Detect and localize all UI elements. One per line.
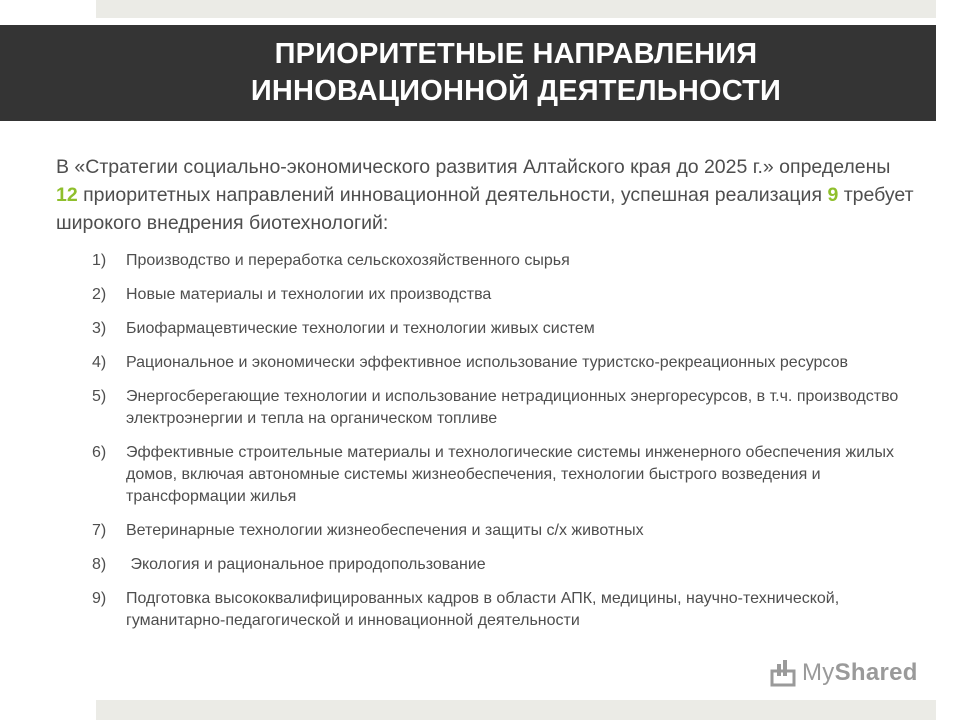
list-item-text: Экология и рациональное природопользование: [126, 556, 486, 573]
list-item-number: 2): [92, 286, 107, 303]
list-item: [92, 588, 922, 632]
list-item: [92, 250, 922, 272]
myshared-wordmark: [802, 659, 918, 687]
myshared-watermark[interactable]: [770, 659, 918, 687]
list-item-number: 8): [92, 556, 107, 573]
list-item: [92, 352, 922, 374]
list-item-number: 7): [92, 522, 107, 539]
myshared-wordmark-bold: Shared: [834, 659, 918, 686]
intro-highlight-count-12: 12: [56, 184, 78, 206]
list-item-number: 6): [92, 444, 107, 461]
list-item: [92, 318, 922, 340]
list-item-number: 9): [92, 590, 107, 607]
slide-title-line-2: ИННОВАЦИОННОЙ ДЕЯТЕЛЬНОСТИ: [250, 75, 782, 107]
list-item-number: 3): [92, 320, 107, 337]
priority-directions-list: [92, 250, 922, 644]
list-item: [92, 442, 922, 508]
intro-text-part-1: В «Стратегии социально-экономического развития Алтайского края до 2025 г.» определены: [56, 156, 891, 178]
list-item-text: Рациональное и экономически эффективное использование туристско-рекреационных ресурсов: [126, 354, 848, 371]
intro-highlight-count-9: 9: [827, 184, 839, 206]
top-decor-strip: [96, 0, 936, 18]
list-item-text: Производство и переработка сельскохозяйственного сырья: [126, 252, 570, 269]
intro-paragraph: [56, 153, 916, 237]
bottom-decor-strip: [96, 700, 936, 720]
slide-title: [251, 36, 781, 110]
list-item-number: 4): [92, 354, 107, 371]
list-item-text: Энергосберегающие технологии и использование нетрадиционных энергоресурсов, в т.ч. производство электроэнергии и тепла на органическом топливе: [126, 388, 899, 427]
list-item: [92, 554, 922, 576]
list-item-text: Ветеринарные технологии жизнеобеспечения и защиты с/х животных: [126, 522, 644, 539]
title-bar: [0, 25, 936, 121]
intro-text-part-2: приоритетных направлений инновационной деятельности, успешная реализация: [77, 184, 828, 206]
list-item-text: Подготовка высококвалифицированных кадров в области АПК, медицины, научно-технической, гуманитарно-педагогической и инновационной деятельности: [126, 590, 840, 629]
slide-title-line-1: ПРИОРИТЕТНЫЕ НАПРАВЛЕНИЯ: [274, 38, 758, 70]
list-item-number: 1): [92, 252, 107, 269]
myshared-wordmark-light: My: [802, 659, 835, 686]
intro-text-part-3: требует широкого внедрения биотехнологий:: [56, 184, 914, 234]
myshared-logo-icon: [770, 659, 796, 687]
list-item-text: Новые материалы и технологии их производства: [126, 286, 492, 303]
list-item: [92, 386, 922, 430]
list-item-text: Биофармацевтические технологии и технологии живых систем: [126, 320, 595, 337]
list-item: [92, 284, 922, 306]
list-item: [92, 520, 922, 542]
list-item-text: Эффективные строительные материалы и технологические системы инженерного обеспечения жилых домов, включая автономные системы жизнеобеспечения, технологии быстрого возведения и трансформации жилья: [126, 444, 894, 505]
list-item-number: 5): [92, 388, 107, 405]
